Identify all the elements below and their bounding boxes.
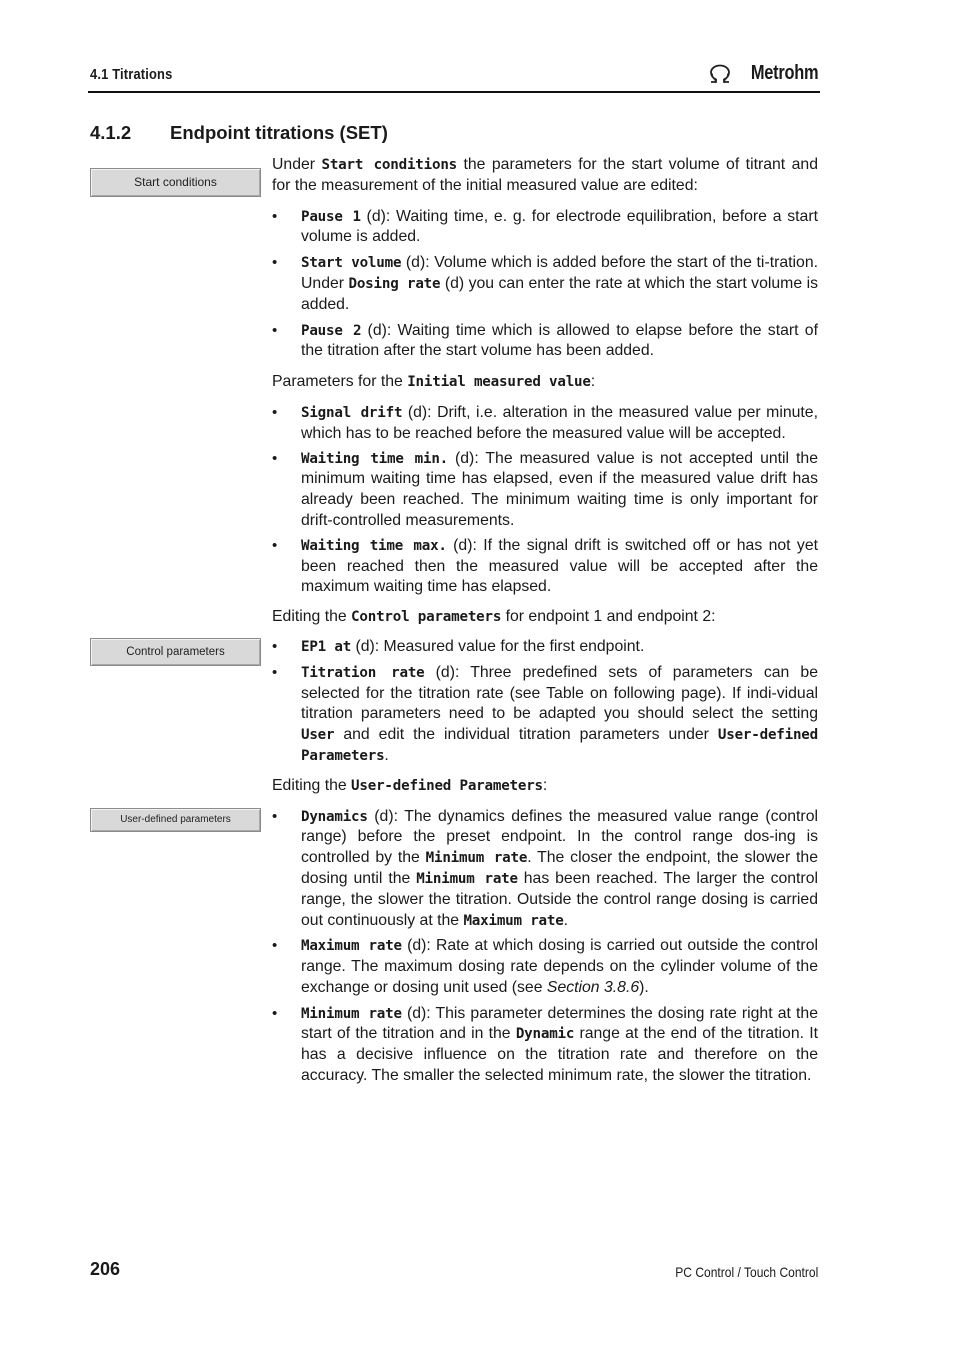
user-defined-parameters-button[interactable]: User-defined parameters (90, 808, 261, 832)
start-conditions-button[interactable]: Start conditions (90, 168, 261, 197)
main-content (272, 155, 818, 1087)
control-parameters-button[interactable]: Control parameters (90, 638, 261, 666)
start-conditions-list (272, 207, 818, 363)
list-item: • Waiting time min. (d): The measured value is not accepted until the minimum waiting time has elapsed, even if the measured value drift has already been reached. The minimum waiting time is only important for drift-controlled measurements. (272, 449, 818, 532)
section-heading: Endpoint titrations (SET) (170, 122, 388, 143)
brand-name: Metrohm (750, 62, 818, 84)
running-header-section: 4.1 Titrations (90, 66, 173, 83)
list-item: • Dynamics (d): The dynamics defines the measured value range (control range) before the preset endpoint. In the control range dos-ing is controlled by the Minimum rate. The closer the endpoint, the slower the dosing until the Minimum rate has been reached. The larger the control range, the slower the titration. Outside the control range dosing is carried out continuously at the Maximum rate. (272, 807, 818, 932)
list-item: • Titration rate (d): Three predefined sets of parameters can be selected for the titration rate (see Table on following page). If indi-vidual titration parameters need to be adapted you should select the setting User and edit the individual titration parameters under User-defined Parameters. (272, 663, 818, 767)
list-item: • Minimum rate (d): This parameter determines the dosing rate right at the start of the titration and in the Dynamic range at the end of the titration. It has a decisive influence on the titration rate and therefore on the accuracy. The smaller the selected minimum rate, the slower the titration. (272, 1004, 818, 1087)
page-number: 206 (90, 1259, 121, 1279)
initial-value-list (272, 403, 818, 598)
initial-value-intro: Parameters for the Initial measured value: (272, 373, 596, 391)
user-parameters-intro: Editing the User-defined Parameters: (272, 776, 548, 794)
list-item: • Waiting time max. (d): If the signal drift is switched off or has not yet been reached then the measured value will be accepted after the maximum waiting time has elapsed. (272, 536, 818, 598)
control-parameters-list (272, 637, 818, 767)
user-parameters-list (272, 807, 818, 1087)
list-item: • EP1 at (d): Measured value for the first endpoint. (272, 637, 818, 658)
section-title (90, 122, 388, 144)
brand-logo (708, 62, 818, 85)
list-item: • Maximum rate (d): Rate at which dosing is carried out outside the control range. The maximum dosing rate depends on the cylinder volume of the exchange or dosing unit used (see Section 3.8.6). (272, 936, 818, 998)
metrohm-omega-icon (708, 64, 732, 84)
list-item: • Start volume (d): Volume which is added before the start of the ti-tration. Under Dosing rate (d) you can enter the rate at which the start volume is added. (272, 253, 818, 315)
control-parameters-intro: Editing the Control parameters for endpoint 1 and endpoint 2: (272, 608, 716, 626)
footer-product: PC Control / Touch Control (675, 1264, 818, 1280)
list-item: • Pause 1 (d): Waiting time, e. g. for electrode equilibration, before a start volume is added. (272, 207, 818, 249)
header-rule (88, 91, 820, 93)
section-number: 4.1.2 (90, 122, 132, 143)
list-item: • Signal drift (d): Drift, i.e. alteration in the measured value per minute, which has to be reached before the measured value will be accepted. (272, 403, 818, 445)
start-conditions-intro: Under Start conditions the parameters for the start volume of titrant and for the measurement of the initial measured value are edited: (272, 156, 818, 194)
list-item: • Pause 2 (d): Waiting time which is allowed to elapse before the start of the titration after the start volume has been added. (272, 321, 818, 363)
